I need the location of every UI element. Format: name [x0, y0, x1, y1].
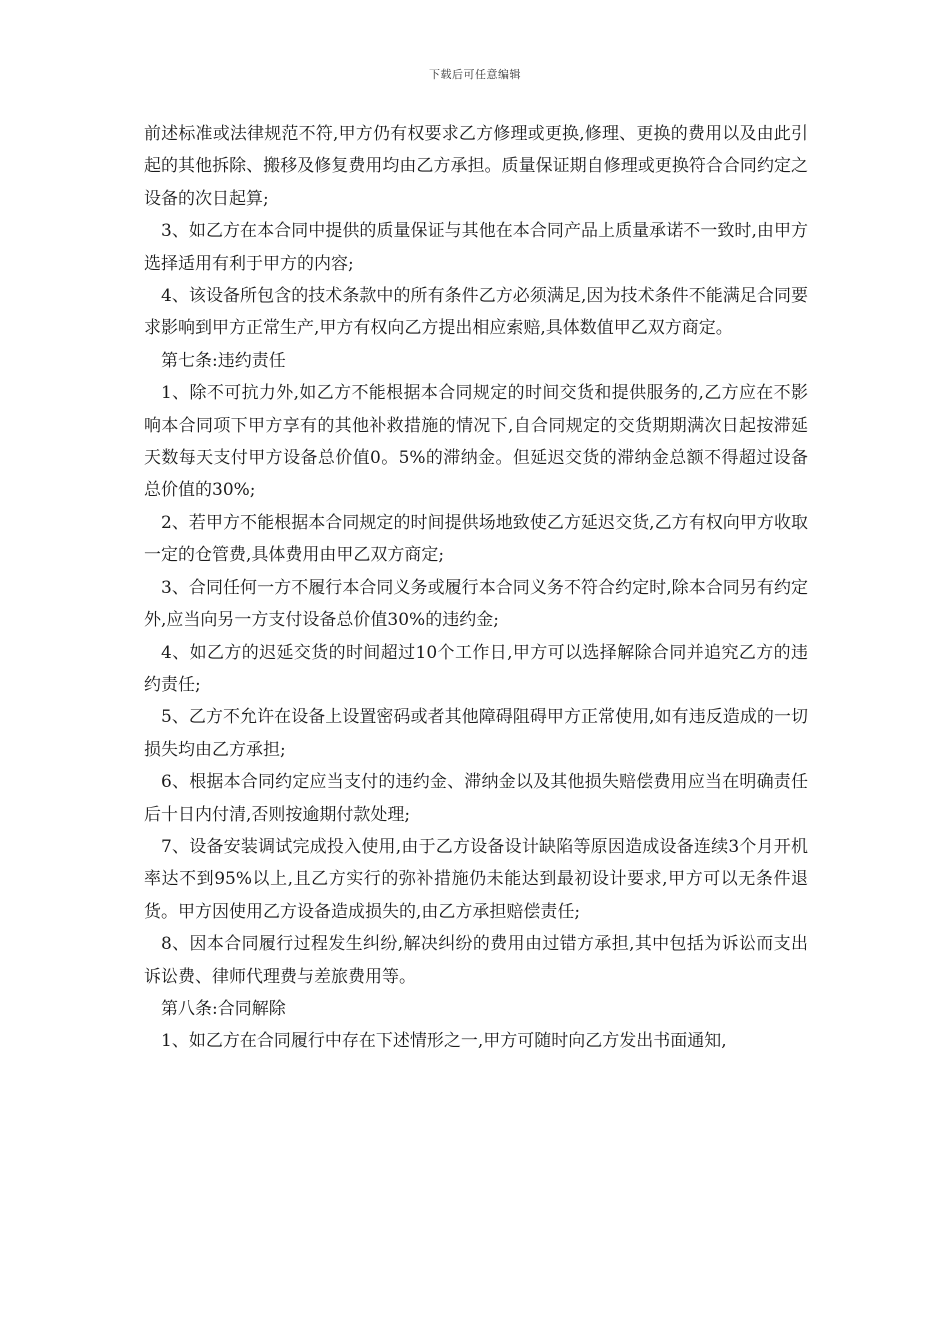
paragraph-clause-7-5: 5、乙方不允许在设备上设置密码或者其他障碍阻碍甲方正常使用,如有违反造成的一切损失均由乙方承担; — [144, 707, 808, 760]
paragraph-clause-7-2: 2、若甲方不能根据本合同规定的时间提供场地致使乙方延迟交货,乙方有权向甲方收取一定的仓管费,具体费用由甲乙双方商定; — [144, 512, 808, 566]
section-heading-article-7: 第七条:违约责任 — [161, 350, 286, 371]
paragraph-continuation: 前述标准或法律规范不符,甲方仍有权要求乙方修理或更换,修理、更换的费用以及由此引起的其他拆除、搬移及修复费用均由乙方承担。质量保证期自修理或更换符合合同约定之设备的次日起算; — [144, 124, 808, 209]
paragraph-clause-6-4: 4、该设备所包含的技术条款中的所有条件乙方必须满足,因为技术条件不能满足合同要求影响到甲方正常生产,甲方有权向乙方提出相应索赔,具体数值甲乙双方商定。 — [144, 286, 808, 339]
paragraph-clause-7-4: 4、如乙方的迟延交货的时间超过10个工作日,甲方可以选择解除合同并追究乙方的违约责任; — [144, 642, 808, 695]
document-body — [144, 118, 808, 1058]
page-header: 下载后可任意编辑 — [429, 68, 521, 81]
paragraph-clause-7-7: 7、设备安装调试完成投入使用,由于乙方设备设计缺陷等原因造成设备连续3个月开机率达不到95%以上,且乙方实行的弥补措施仍未能达到最初设计要求,甲方可以无条件退货。甲方因使用乙方设备造成损失的,由乙方承担赔偿责任; — [144, 836, 808, 922]
paragraph-clause-7-6: 6、根据本合同约定应当支付的违约金、滞纳金以及其他损失赔偿费用应当在明确责任后十日内付清,否则按逾期付款处理; — [144, 772, 808, 825]
paragraph-clause-8-1: 1、如乙方在合同履行中存在下述情形之一,甲方可随时向乙方发出书面通知, — [161, 1031, 727, 1052]
paragraph-clause-7-8: 8、因本合同履行过程发生纠纷,解决纠纷的费用由过错方承担,其中包括为诉讼而支出诉讼费、律师代理费与差旅费用等。 — [144, 934, 808, 987]
paragraph-clause-6-3: 3、如乙方在本合同中提供的质量保证与其他在本合同产品上质量承诺不一致时,由甲方选择适用有利于甲方的内容; — [144, 221, 808, 274]
paragraph-clause-7-1: 1、除不可抗力外,如乙方不能根据本合同规定的时间交货和提供服务的,乙方应在不影响本合同项下甲方享有的其他补救措施的情况下,自合同规定的交货期期满次日起按滞延天数每天支付甲方设备总价值0。5%的滞纳金。但延迟交货的滞纳金总额不得超过设备总价值的30%; — [144, 383, 808, 501]
section-heading-article-8: 第八条:合同解除 — [161, 998, 286, 1019]
paragraph-clause-7-3: 3、合同任何一方不履行本合同义务或履行本合同义务不符合约定时,除本合同另有约定外,应当向另一方支付设备总价值30%的违约金; — [144, 577, 808, 631]
